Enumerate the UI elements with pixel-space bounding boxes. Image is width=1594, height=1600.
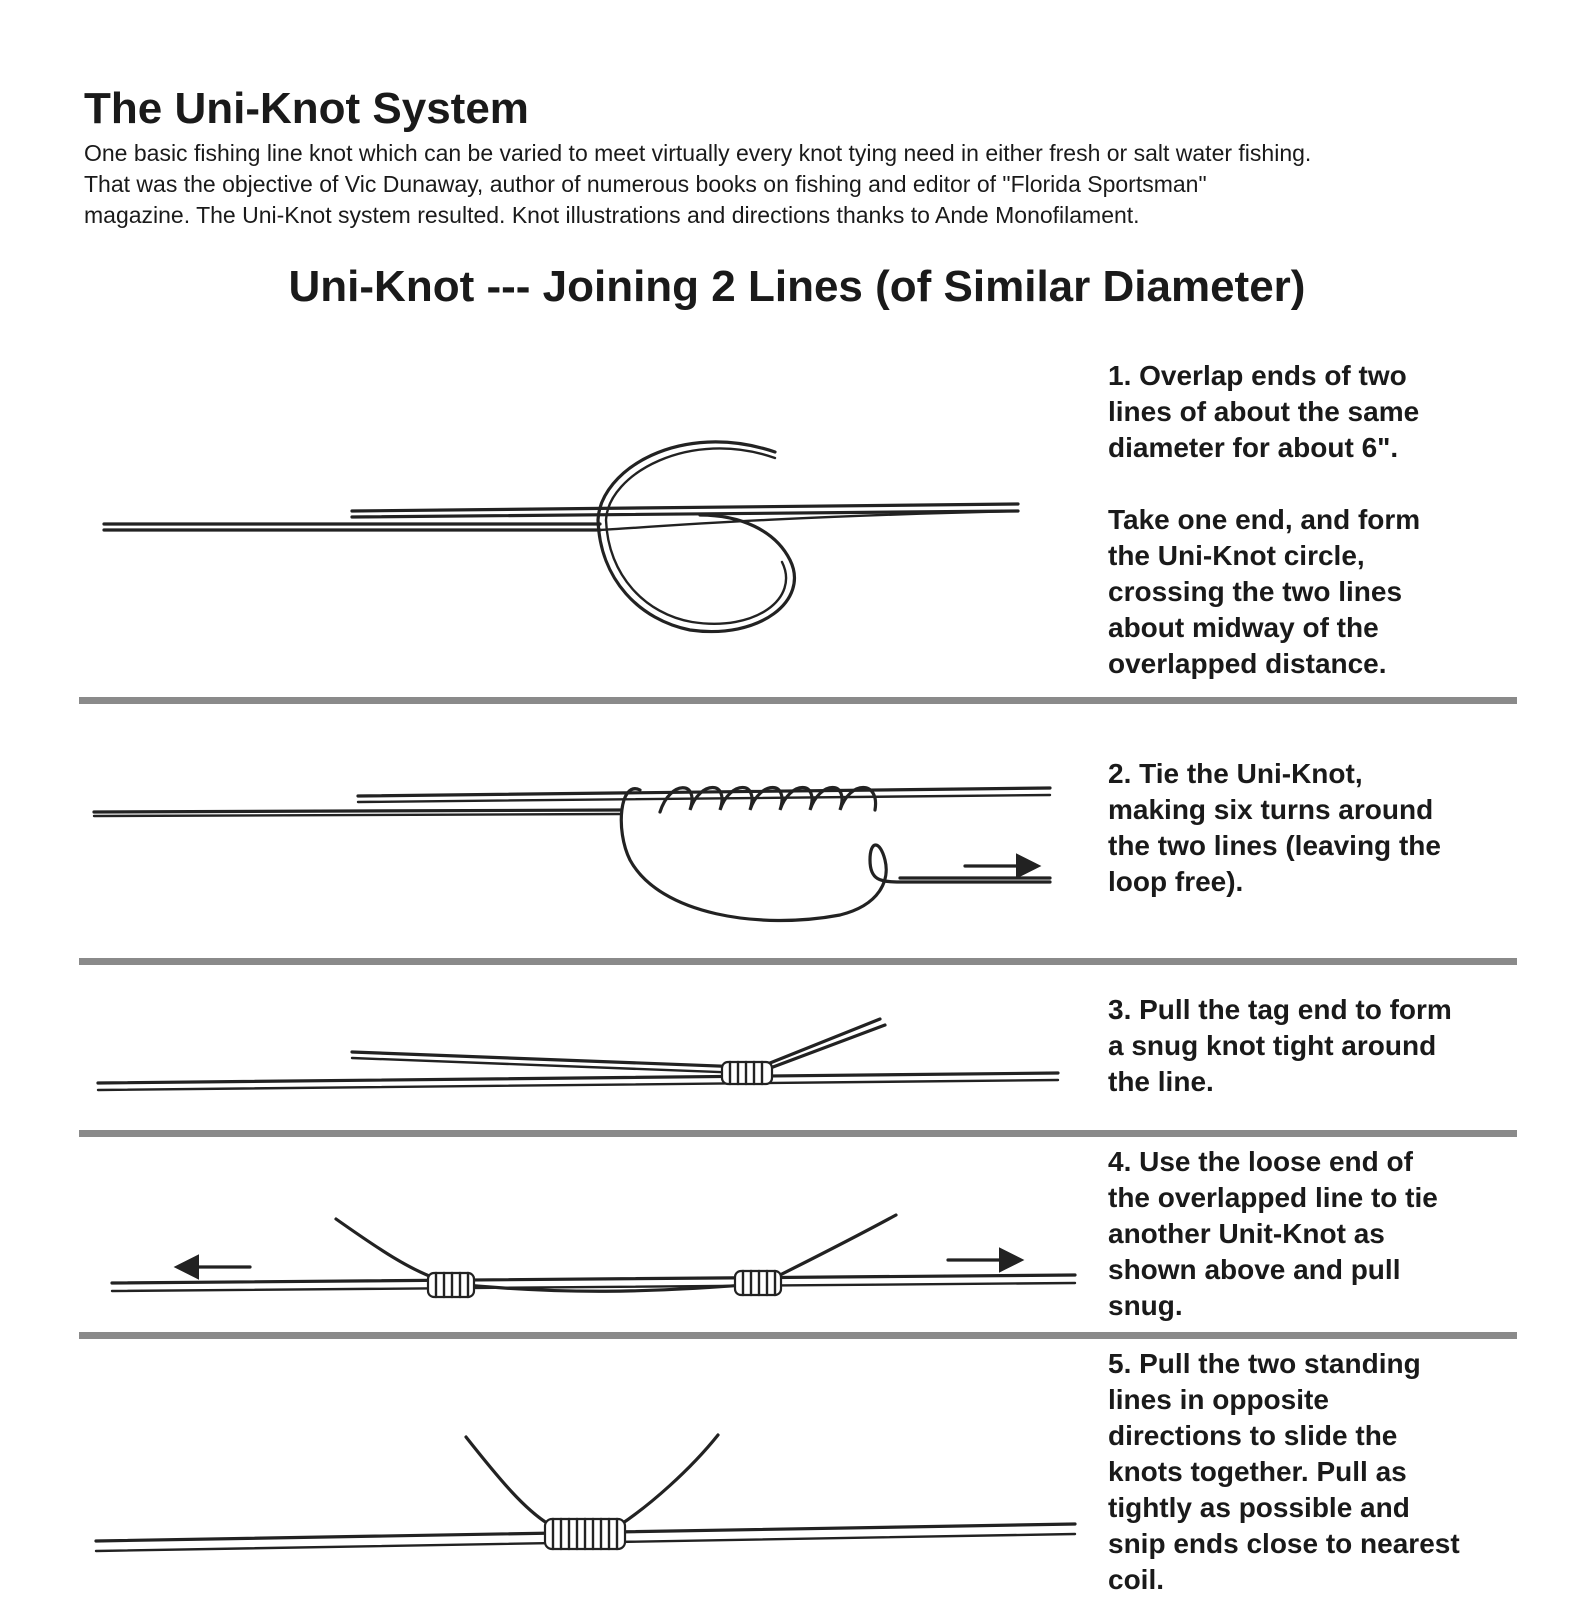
page-title: The Uni-Knot System <box>84 84 529 133</box>
uni-knot-circle <box>598 442 794 632</box>
step-2-illustration <box>94 788 1050 921</box>
step-1-illustration <box>104 442 1018 632</box>
step-4-illustration <box>112 1215 1075 1297</box>
intro-line: One basic fishing line knot which can be varied to meet virtually every knot tying need in either fresh or salt water fishing. <box>84 140 1312 166</box>
overlap-line <box>352 504 1018 511</box>
tag-end <box>620 1435 718 1525</box>
step-text-line: 1. Overlap ends of two <box>1108 360 1407 391</box>
tag-end <box>765 1025 885 1070</box>
step-text-line: snug. <box>1108 1290 1183 1321</box>
step-text-line: snip ends close to nearest <box>1108 1528 1460 1559</box>
step-5-illustration <box>96 1435 1075 1551</box>
step-text-line: overlapped distance. <box>1108 648 1387 679</box>
tag-end <box>770 1215 896 1280</box>
step-text-line: 2. Tie the Uni-Knot, <box>1108 758 1363 789</box>
uni-knot-circle <box>606 448 786 623</box>
standing-line <box>94 814 620 816</box>
standing-line <box>112 1275 1075 1283</box>
step-3-illustration <box>98 1019 1058 1090</box>
step-text-line: crossing the two lines <box>1108 576 1403 607</box>
tag-end <box>336 1219 440 1280</box>
step-text-line: the two lines (leaving the <box>1108 830 1441 861</box>
intro-line: That was the objective of Vic Dunaway, author of numerous books on fishing and editor of "Florida Sportsman" <box>84 171 1207 197</box>
step-text-line: the Uni-Knot circle, <box>1108 540 1365 571</box>
step-text-line: lines of about the same <box>1108 396 1420 427</box>
step-text-line: a snug knot tight around <box>1108 1030 1437 1061</box>
step-text-line: knots together. Pull as <box>1108 1456 1407 1487</box>
step-text-line: shown above and pull <box>1108 1254 1401 1285</box>
step-text-line: Take one end, and form <box>1108 504 1421 535</box>
step-text-line: directions to slide the <box>1108 1420 1398 1451</box>
step-text-line: loop free). <box>1108 866 1244 897</box>
step-text-line: coil. <box>1108 1564 1165 1595</box>
tag-end <box>765 1019 880 1065</box>
step-text-line: tightly as possible and <box>1108 1492 1410 1523</box>
step-text-line: the overlapped line to tie <box>1108 1182 1438 1213</box>
step-text-line: 3. Pull the tag end to form <box>1108 994 1452 1025</box>
section-subtitle: Uni-Knot --- Joining 2 Lines (of Similar Diameter) <box>288 262 1306 311</box>
step-text-line: diameter for about 6". <box>1108 432 1399 463</box>
step-text-line: another Unit-Knot as <box>1108 1218 1385 1249</box>
step-text-line: lines in opposite <box>1108 1384 1329 1415</box>
step-text-line: 4. Use the loose end of <box>1108 1146 1413 1177</box>
step-text-line: 5. Pull the two standing <box>1108 1348 1421 1379</box>
step-text-line: making six turns around <box>1108 794 1434 825</box>
tag-end <box>466 1437 550 1525</box>
standing-line <box>94 810 620 812</box>
intro-line: magazine. The Uni-Knot system resulted. Knot illustrations and directions thanks to Ande Monofilament. <box>84 202 1140 228</box>
step-text-line: about midway of the <box>1108 612 1379 643</box>
step-text-line: the line. <box>1108 1066 1214 1097</box>
loop <box>621 789 1050 921</box>
